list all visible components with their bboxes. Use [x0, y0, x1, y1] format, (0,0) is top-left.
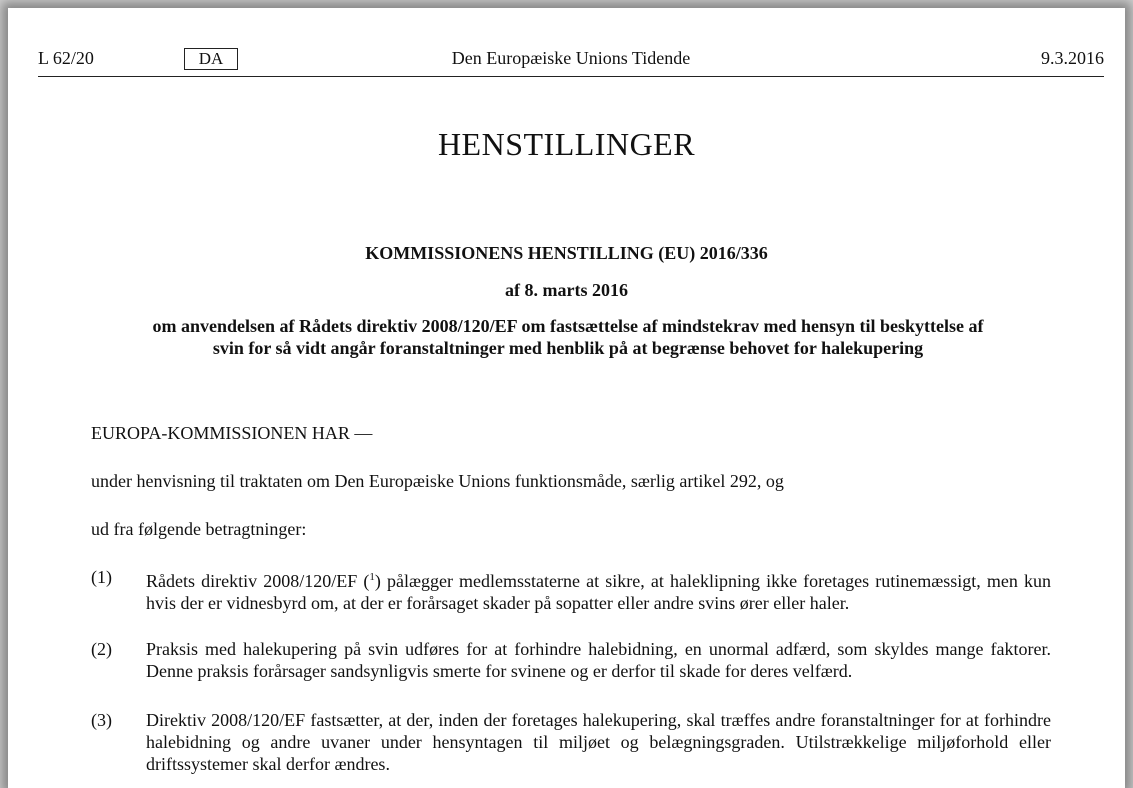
preamble-whereas: ud fra følgende betragtninger: — [91, 519, 307, 539]
journal-name: Den Europæiske Unions Tidende — [451, 48, 691, 68]
recital-number: (2) — [91, 639, 112, 659]
page-reference: L 62/20 — [38, 48, 94, 68]
recital-text-part: ) pålægger medlemsstaterne at sikre, at haleklipning ikke foretages rutinemæssigt, men kun hvis der er vidnesbyrd om, at der er forårsaget skader på sopatter eller andre svins ører eller haler. — [146, 571, 1051, 613]
journal-header — [38, 46, 1104, 77]
document-subject: om anvendelsen af Rådets direktiv 2008/120/EF om fastsættelse af mindstekrav med hensyn til beskyttelse af svin for så vidt angår foranstaltninger med henblik på at begrænse behovet for halekupering — [152, 316, 984, 358]
section-title: HENSTILLINGER — [437, 126, 696, 162]
recital-text — [146, 566, 1051, 614]
recital-text: Praksis med halekupering på svin udføres for at forhindre halebidning, en unormal adfærd, som skyldes mange faktorer. Denne praksis forårsager sandsynligvis smerte for svinene og er derfor til skade for deres velfærd. — [146, 639, 1051, 681]
recital-text: Direktiv 2008/120/EF fastsætter, at der, inden der foretages halekupering, skal træffes andre foranstaltninger for at forhindre halebidning og andre uvaner under hensyntagen til miljøet og belægningsgraden. Utilstrækkelige miljøforhold eller driftssystemer skal derfor ændres. — [146, 710, 1051, 774]
document-date: af 8. marts 2016 — [505, 280, 628, 300]
document-title: KOMMISSIONENS HENSTILLING (EU) 2016/336 — [365, 243, 768, 263]
preamble-citation: under henvisning til traktaten om Den Europæiske Unions funktionsmåde, særlig artikel 292, og — [91, 471, 784, 491]
recital-number: (3) — [91, 710, 112, 730]
recital-number: (1) — [91, 567, 112, 587]
publication-date: 9.3.2016 — [1041, 48, 1104, 68]
language-badge: DA — [184, 48, 238, 70]
footnote-ref[interactable]: 1 — [369, 571, 375, 583]
recital-text-part: Rådets direktiv 2008/120/EF ( — [146, 571, 370, 591]
preamble-intro: EUROPA-KOMMISSIONEN HAR — — [91, 423, 373, 443]
document-page — [8, 8, 1125, 788]
